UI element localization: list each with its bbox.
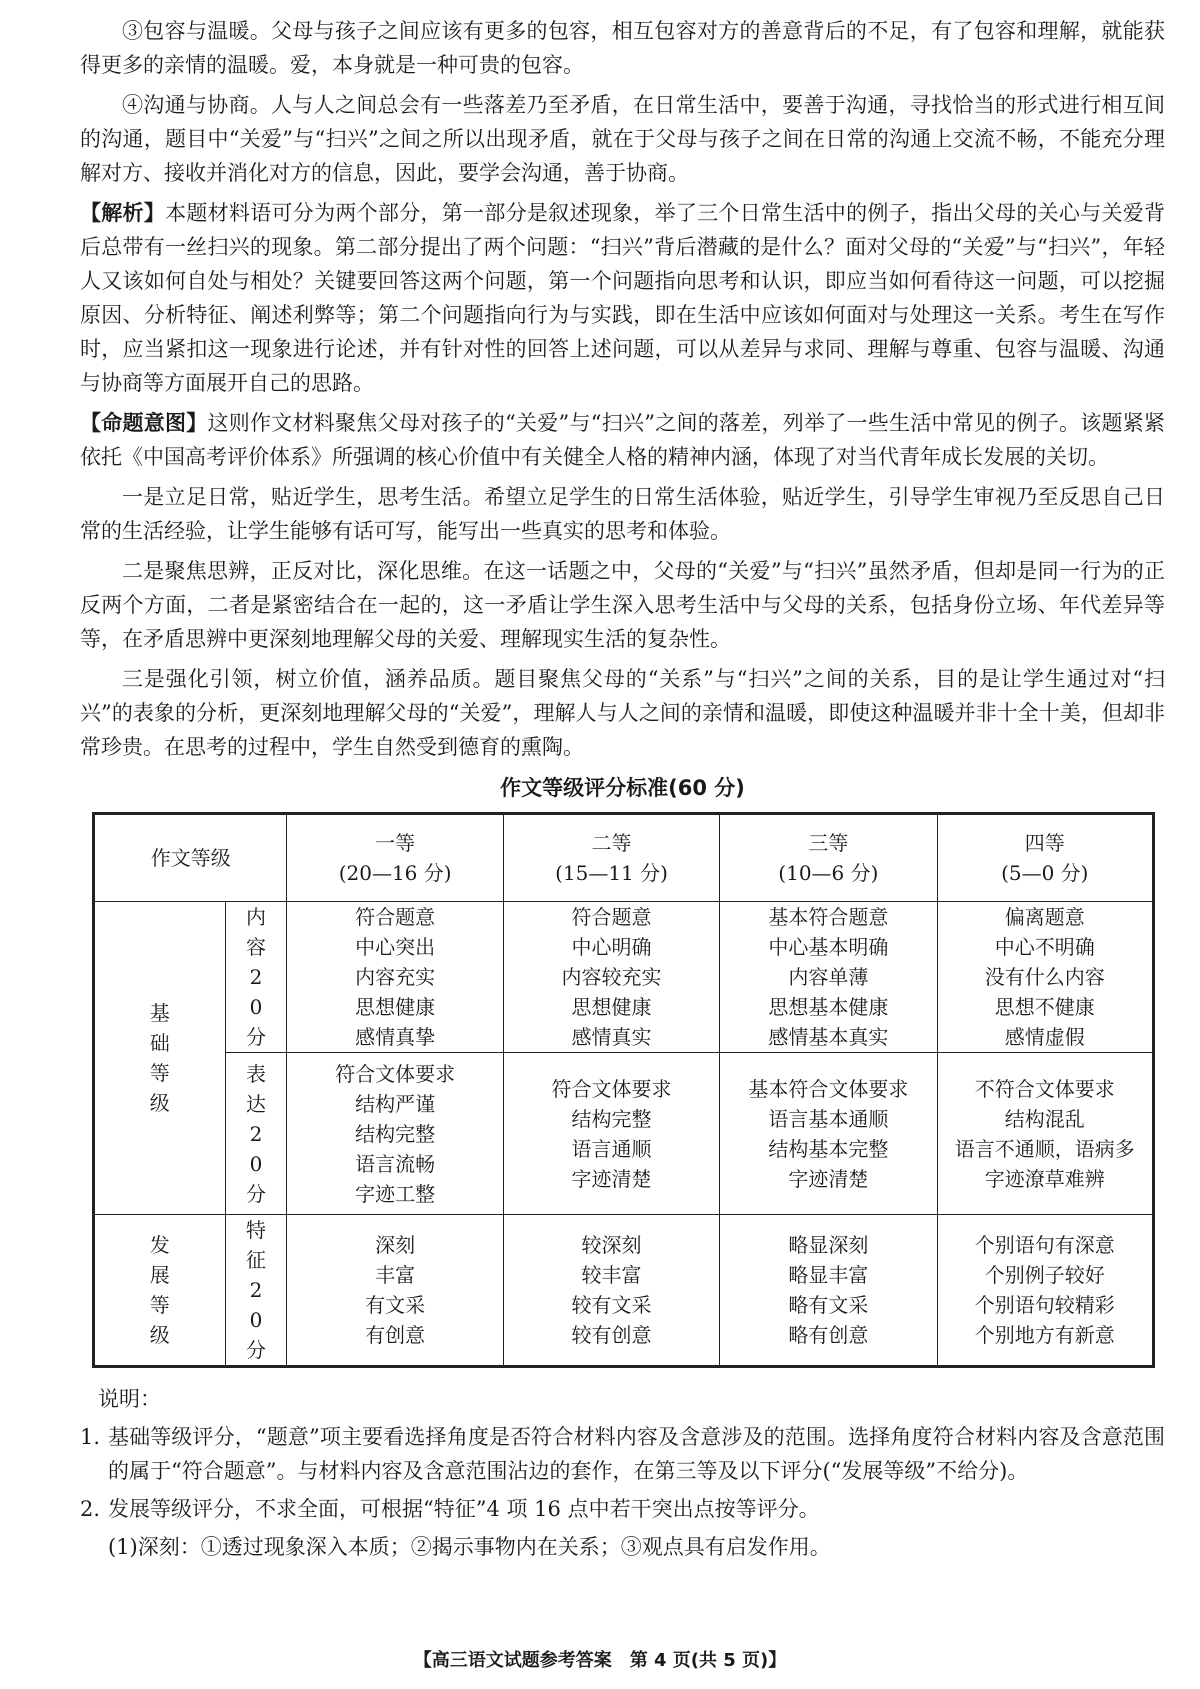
note-text: 发展等级评分，不求全面，可根据“特征”4 项 16 点中若干突出点按等评分。: [108, 1497, 820, 1521]
feature-cell: [937, 1215, 1153, 1367]
content-label: 内容20分: [246, 905, 267, 1049]
criterion: 基本符合题意: [768, 905, 889, 929]
grade-header: [503, 814, 719, 902]
criterion: 感情基本真实: [768, 1025, 889, 1049]
grade-name: 二等: [591, 831, 632, 855]
grade-name: 四等: [1024, 831, 1065, 855]
content-cell: [937, 902, 1153, 1053]
criterion: 个别语句有深意: [974, 1233, 1115, 1257]
paragraph-point-two: 二是聚焦思辨，正反对比，深化思维。在这一话题之中，父母的“关爱”与“扫兴”虽然矛盾，但却是同一行为的正反两个方面，二者是紧密结合在一起的，这一矛盾让学生深入思考生活中与父母的关系，包括身份立场、年代差异等等，在矛盾思辨中更深刻地理解父母的关爱、理解现实生活的复杂性。: [80, 559, 1165, 651]
feature-cell: [503, 1215, 719, 1367]
feature-cell: [287, 1215, 503, 1367]
intent-tag: 【命题意图】: [80, 411, 208, 435]
paragraph-inclusion: ③包容与温暖。父母与孩子之间应该有更多的包容，相互包容对方的善意背后的不足，有了包容和理解，就能获得更多的亲情的温暖。爱，本身就是一种可贵的包容。: [80, 19, 1165, 77]
content-cell: [287, 902, 503, 1053]
criterion: 符合文体要求: [335, 1061, 456, 1086]
criterion: 结构完整: [571, 1106, 652, 1131]
feature-cell: [720, 1215, 937, 1367]
criterion: 字迹清楚: [571, 1166, 652, 1191]
notes-label: 说明：: [98, 1387, 161, 1411]
note-item: [80, 1492, 1165, 1526]
grade-range: (15—11 分): [555, 861, 668, 885]
notes-section: [80, 1382, 1165, 1564]
page-content: [80, 14, 1165, 1564]
content-label-cell: [225, 902, 287, 1053]
feature-label-cell: [225, 1215, 287, 1367]
criterion: 符合文体要求: [551, 1076, 672, 1101]
dev-level-cell: [94, 1215, 226, 1367]
criterion: 较有创意: [571, 1323, 652, 1347]
basic-level-cell: [94, 902, 226, 1215]
criterion: 略显丰富: [788, 1263, 869, 1287]
paragraph-communication: ④沟通与协商。人与人之间总会有一些落差乃至矛盾，在日常生活中，要善于沟通，寻找恰当的形式进行相互间的沟通，题目中“关爱”与“扫兴”之间之所以出现矛盾，就在于父母与孩子之间在日常的沟通上交流不畅，不能充分理解对方、接收并消化对方的信息，因此，要学会沟通，善于协商。: [80, 93, 1165, 185]
criterion: 没有什么内容: [984, 965, 1105, 989]
criterion: 不符合文体要求: [974, 1076, 1115, 1101]
criterion: 语言不通顺，语病多: [954, 1136, 1135, 1161]
criterion: 结构完整: [355, 1121, 436, 1146]
criterion: 略显深刻: [788, 1233, 869, 1257]
criterion: 中心基本明确: [768, 935, 889, 959]
content-row: [94, 902, 1154, 1053]
criterion: 感情真实: [571, 1025, 652, 1049]
paragraph-point-one: 一是立足日常，贴近学生，思考生活。希望立足学生的日常生活体验，贴近学生，引导学生审视乃至反思自己日常的生活经验，让学生能够有话可写，能写出一些真实的思考和体验。: [80, 485, 1165, 543]
criterion: 感情真挚: [355, 1025, 436, 1049]
criterion: 略有文采: [788, 1293, 869, 1317]
note-subitem: (1)深刻：①透过现象深入本质；②揭示事物内在关系；③观点具有启发作用。: [108, 1535, 831, 1559]
expression-cell: [937, 1053, 1153, 1215]
criterion: 内容单薄: [788, 965, 869, 989]
note-item: [80, 1420, 1165, 1488]
analysis-paragraph: [80, 196, 1165, 400]
criterion: 略有创意: [788, 1323, 869, 1347]
criterion: 深刻: [375, 1233, 416, 1257]
criterion: 感情虚假: [1004, 1025, 1085, 1049]
criterion: 有创意: [365, 1323, 426, 1347]
criterion: 思想不健康: [994, 995, 1095, 1019]
feature-label: 特征20分: [246, 1218, 267, 1362]
note-text: 基础等级评分，“题意”项主要看选择角度是否符合材料内容及含意涉及的范围。选择角度符合材料内容及含意范围的属于“符合题意”。与材料内容及含意范围沾边的套作，在第三等及以下评分(“发展等级”不给分)。: [108, 1425, 1165, 1483]
criterion: 中心突出: [355, 935, 436, 959]
criterion: 内容充实: [355, 965, 436, 989]
expression-cell: [287, 1053, 503, 1215]
table-header-row: [94, 814, 1154, 902]
criterion: 思想健康: [355, 995, 436, 1019]
analysis-text: 本题材料语可分为两个部分，第一部分是叙述现象，举了三个日常生活中的例子，指出父母的关心与关爱背后总带有一丝扫兴的现象。第二部分提出了两个问题：“扫兴”背后潜藏的是什么？面对父母的“关爱”与“扫兴”，年轻人又该如何自处与相处？关键要回答这两个问题，第一个问题指向思考和认识，即应当如何看待这一问题，可以挖掘原因、分析特征、阐述利弊等；第二个问题指向行为与实践，即在生活中应该如何面对与处理这一关系。考生在写作时，应当紧扣这一现象进行论述，并有针对性的回答上述问题，可以从差异与求同、理解与尊重、包容与温暖、沟通与协商等方面展开自己的思路。: [80, 201, 1166, 395]
criterion: 中心明确: [571, 935, 652, 959]
grade-header: [720, 814, 937, 902]
grade-range: (5—0 分): [1001, 861, 1089, 885]
header-label: 作文等级: [94, 814, 287, 902]
criterion: 有文采: [365, 1293, 426, 1317]
content-cell: [503, 902, 719, 1053]
criterion: 较有文采: [571, 1293, 652, 1317]
grade-header: [937, 814, 1153, 902]
criterion: 基本符合文体要求: [748, 1076, 909, 1101]
criterion: 思想基本健康: [768, 995, 889, 1019]
grade-range: (10—6 分): [778, 861, 879, 885]
criterion: 语言基本通顺: [768, 1106, 889, 1131]
criterion: 符合题意: [571, 905, 652, 929]
note-number: 1.: [80, 1425, 101, 1449]
criterion: 个别语句较精彩: [974, 1293, 1115, 1317]
paragraph-point-three: 三是强化引领，树立价值，涵养品质。题目聚焦父母的“关系”与“扫兴”之间的关系，目的是让学生通过对“扫兴”的表象的分析，更深刻地理解父母的“关爱”，理解人与人之间的亲情和温暖，即使这种温暖并非十全十美，但却非常珍贵。在思考的过程中，学生自然受到德育的熏陶。: [80, 667, 1165, 759]
criterion: 符合题意: [355, 905, 436, 929]
criterion: 字迹潦草难辨: [984, 1166, 1105, 1191]
expression-cell: [720, 1053, 937, 1215]
criterion: 结构基本完整: [768, 1136, 889, 1161]
criterion: 较丰富: [581, 1263, 642, 1287]
analysis-tag: 【解析】: [80, 201, 166, 225]
grade-name: 三等: [808, 831, 849, 855]
criterion: 语言通顺: [571, 1136, 652, 1161]
dev-level-label: 发展等级: [149, 1233, 170, 1347]
note-number: 2.: [80, 1497, 101, 1521]
criterion: 字迹工整: [355, 1181, 436, 1206]
criterion: 内容较充实: [561, 965, 662, 989]
development-row: [94, 1215, 1154, 1367]
expression-cell: [503, 1053, 719, 1215]
basic-level-label: 基础等级: [149, 1001, 170, 1115]
intent-paragraph: [80, 406, 1165, 474]
criterion: 结构严谨: [355, 1091, 436, 1116]
criterion: 结构混乱: [1004, 1106, 1085, 1131]
criterion: 字迹清楚: [788, 1166, 869, 1191]
grading-table: [92, 812, 1155, 1368]
expression-label-cell: [225, 1053, 287, 1215]
expression-row: [94, 1053, 1154, 1215]
expression-label: 表达20分: [246, 1061, 267, 1206]
criterion: 偏离题意: [1004, 905, 1085, 929]
table-title: 作文等级评分标准(60 分): [500, 776, 745, 800]
criterion: 较深刻: [581, 1233, 642, 1257]
criterion: 语言流畅: [355, 1151, 436, 1176]
grade-header: [287, 814, 503, 902]
criterion: 中心不明确: [994, 935, 1095, 959]
criterion: 个别例子较好: [984, 1263, 1105, 1287]
intent-text: 这则作文材料聚焦父母对孩子的“关爱”与“扫兴”之间的落差，列举了一些生活中常见的例子。该题紧紧依托《中国高考评价体系》所强调的核心价值中有关健全人格的精神内涵，体现了对当代青年成长发展的关切。: [80, 411, 1165, 469]
page-footer: 【高三语文试题参考答案 第 4 页(共 5 页)】: [413, 1650, 787, 1671]
criterion: 思想健康: [571, 995, 652, 1019]
content-cell: [720, 902, 937, 1053]
criterion: 个别地方有新意: [974, 1323, 1115, 1347]
grade-range: (20—16 分): [338, 861, 452, 885]
grade-name: 一等: [375, 831, 416, 855]
criterion: 丰富: [375, 1263, 416, 1287]
